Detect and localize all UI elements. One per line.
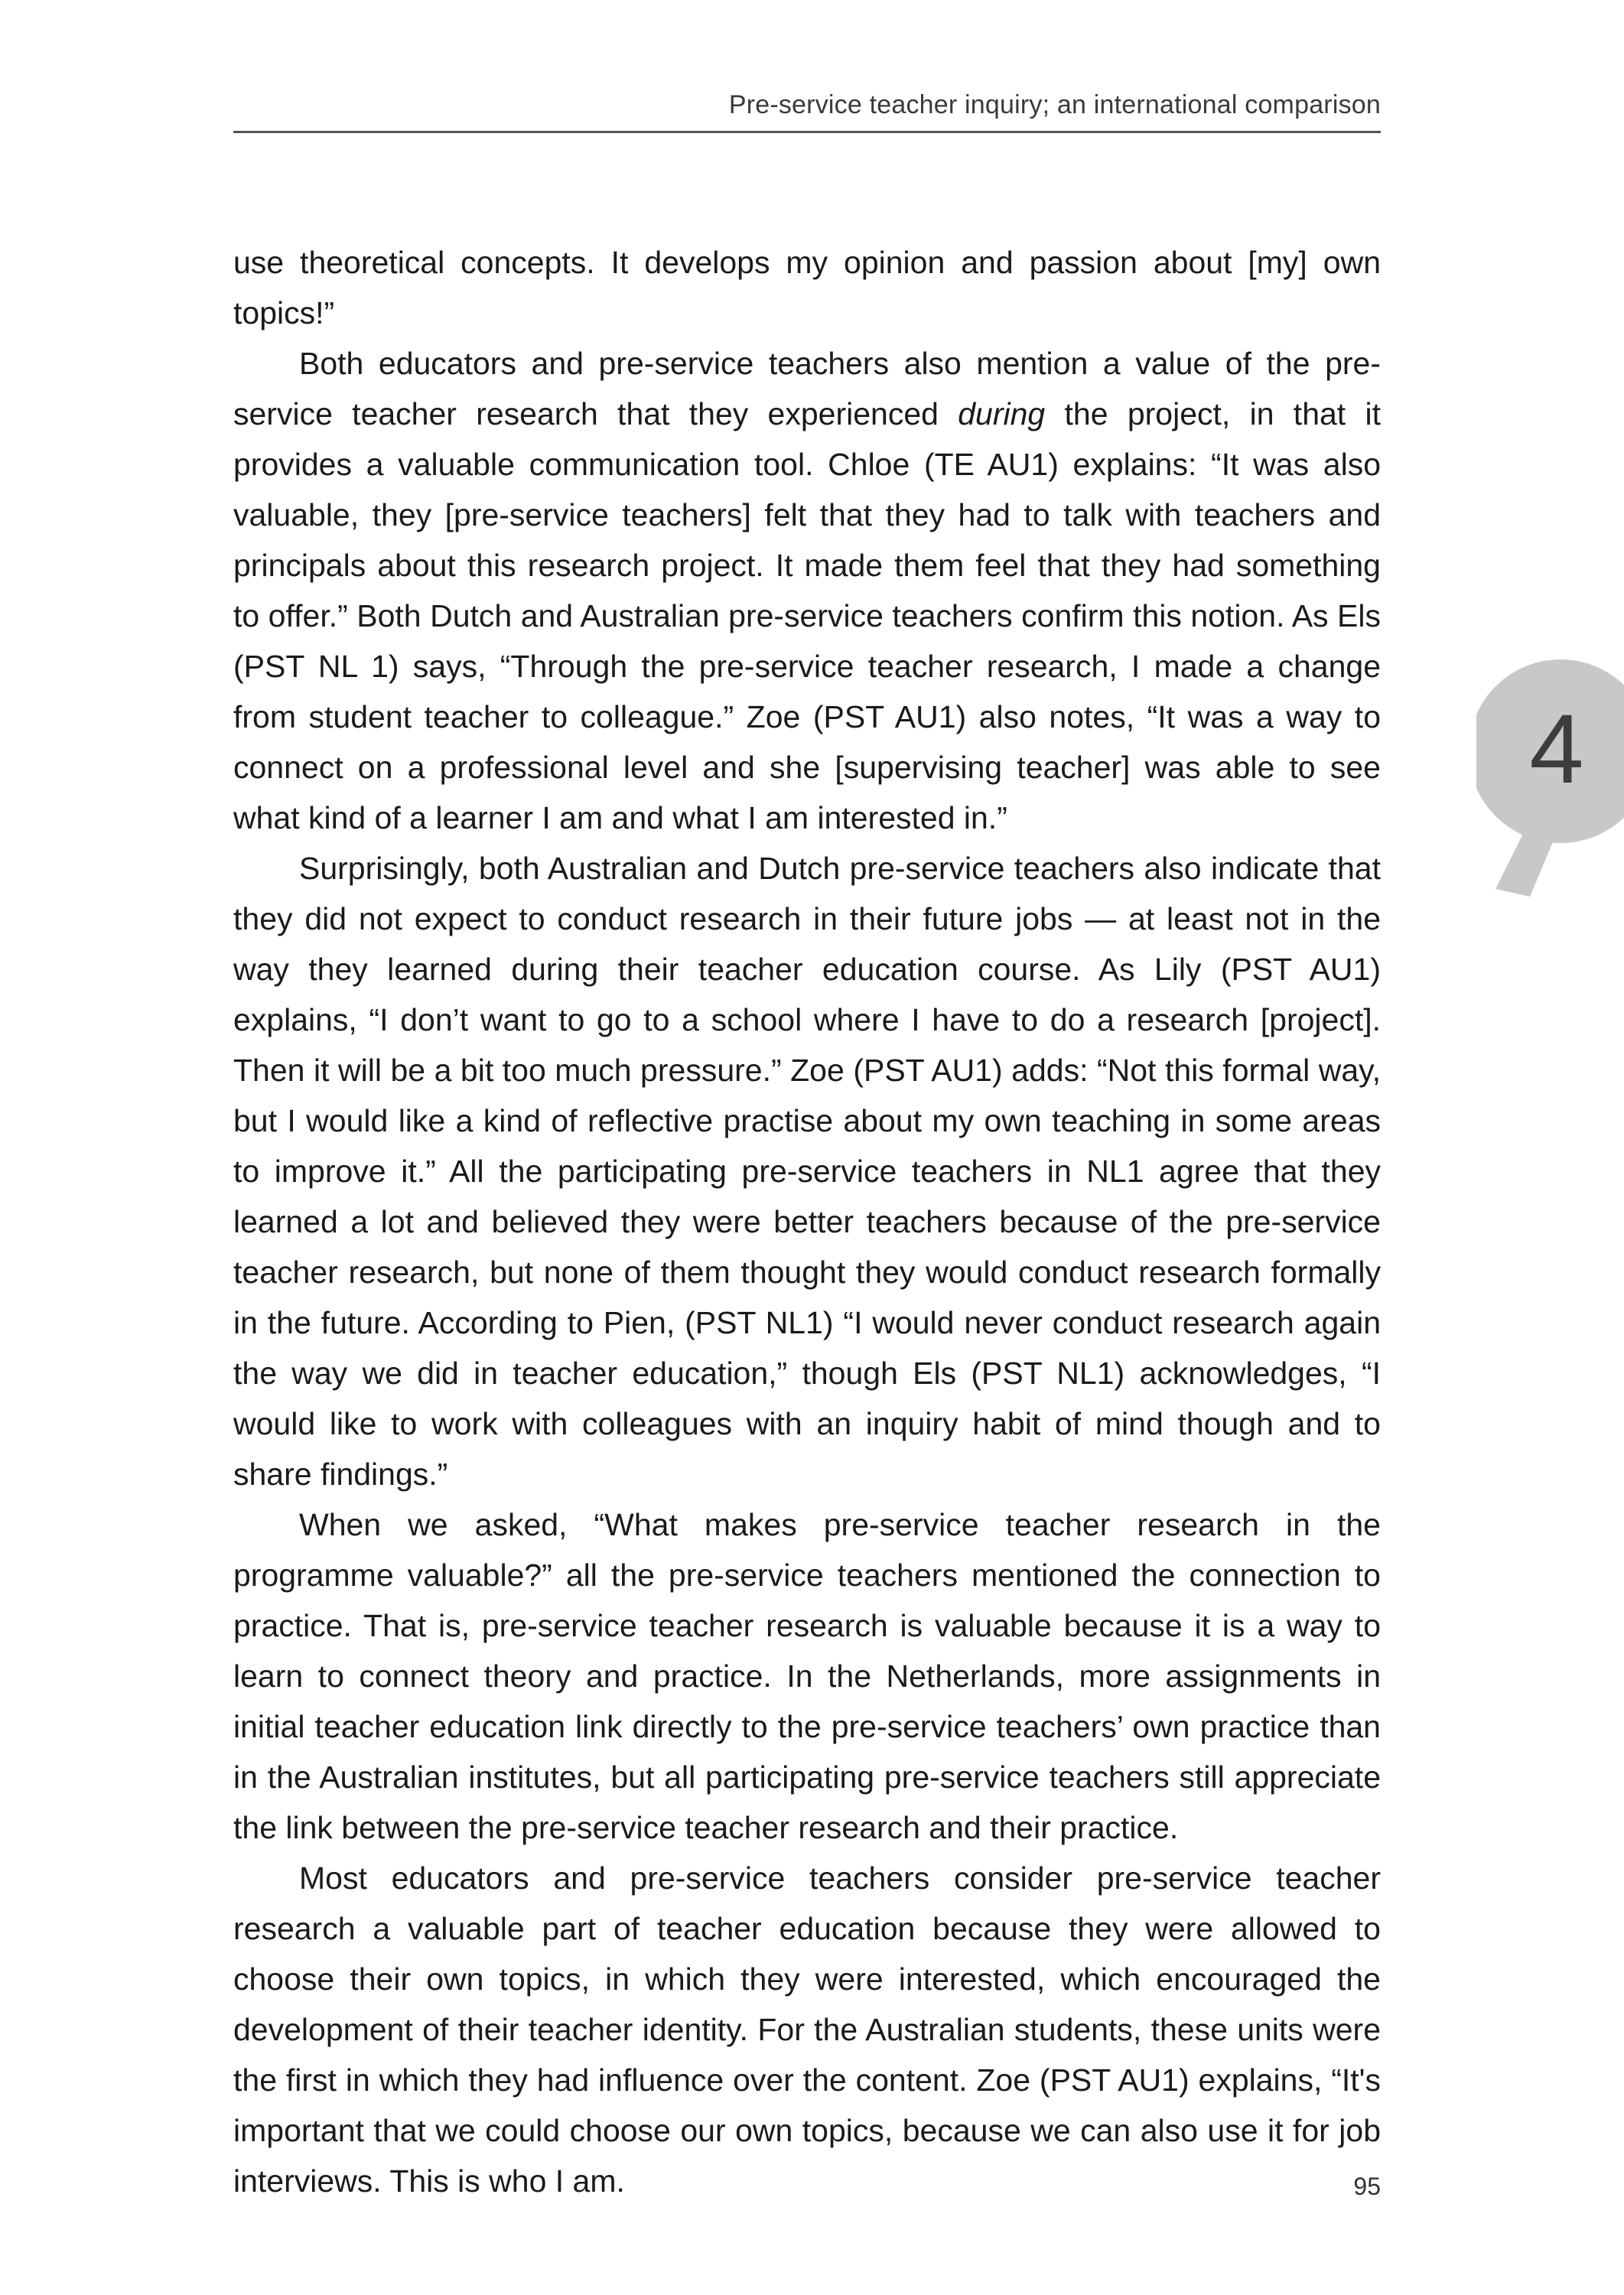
chapter-number: 4	[1529, 695, 1584, 804]
paragraph-communication-value	[233, 338, 1381, 843]
paragraph-text: the project, in that it provides a valuable communication tool. Chloe (TE AU1) explains: “It was also valuable, they [pre-service teachers] felt that they had to talk with teachers and principals about this research project. It made them feel that they had something to offer.” Both Dutch and Australian pre-service teachers confirm this notion. As Els (PST NL 1) says, “Through the pre-service teacher research, I made a change from student teacher to colleague.” Zoe (PST AU1) also notes, “It was a way to connect on a professional level and she [supervising teacher] was able to see what kind of a learner I am and what I am interested in.”	[233, 396, 1381, 835]
running-header-title: Pre-service teacher inquiry; an international comparison	[728, 90, 1381, 119]
paragraph-text: Both educators and pre-service teachers also mention a value of the pre-service teacher research that they experienced	[233, 346, 1381, 431]
running-header	[233, 86, 1381, 133]
paragraph-continuation: use theoretical concepts. It develops my opinion and passion about [my] own topics!”	[233, 245, 1381, 330]
paragraph-connection-practice: When we asked, “What makes pre-service teacher research in the programme valuable?” all the pre-service teachers mentioned the connection to practice. That is, pre-service teacher research is valuable because it is a way to learn to connect theory and practice. In the Netherlands, more assignments in initial teacher education link directly to the pre-service teachers’ own practice than in the Australian institutes, but all participating pre-service teachers still appreciate the link between the pre-service teacher research and their practice.	[233, 1507, 1381, 1845]
body-text	[233, 237, 1381, 2206]
emphasis-during: during	[958, 396, 1046, 431]
paragraph-own-topics: Most educators and pre-service teachers consider pre-service teacher research a valuable part of teacher education because they were allowed to choose their own topics, in which they were interested, which encouraged the development of their teacher identity. For the Australian students, these units were the first in which they had influence over the content. Zoe (PST AU1) explains, “It's important that we could choose our own topics, because we can also use it for job interviews. This is who I am.	[233, 1860, 1381, 2199]
page-number: 95	[1353, 2173, 1381, 2200]
paragraph-future-research: Surprisingly, both Australian and Dutch pre-service teachers also indicate that they did not expect to conduct research in their future jobs — at least not in the way they learned during their teacher education course. As Lily (PST AU1) explains, “I don’t want to go to a school where I have to do a research [project]. Then it will be a bit too much pressure.” Zoe (PST AU1) adds: “Not this formal way, but I would like a kind of reflective practise about my own teaching in some areas to improve it.” All the participating pre-service teachers in NL1 agree that they learned a lot and believed they were better teachers because of the pre-service teacher research, but none of them thought they would conduct research formally in the future. According to Pien, (PST NL1) “I would never conduct research again the way we did in teacher education,” though Els (PST NL1) acknowledges, “I would like to work with colleagues with an inquiry habit of mind though and to share findings.”	[233, 851, 1381, 1492]
